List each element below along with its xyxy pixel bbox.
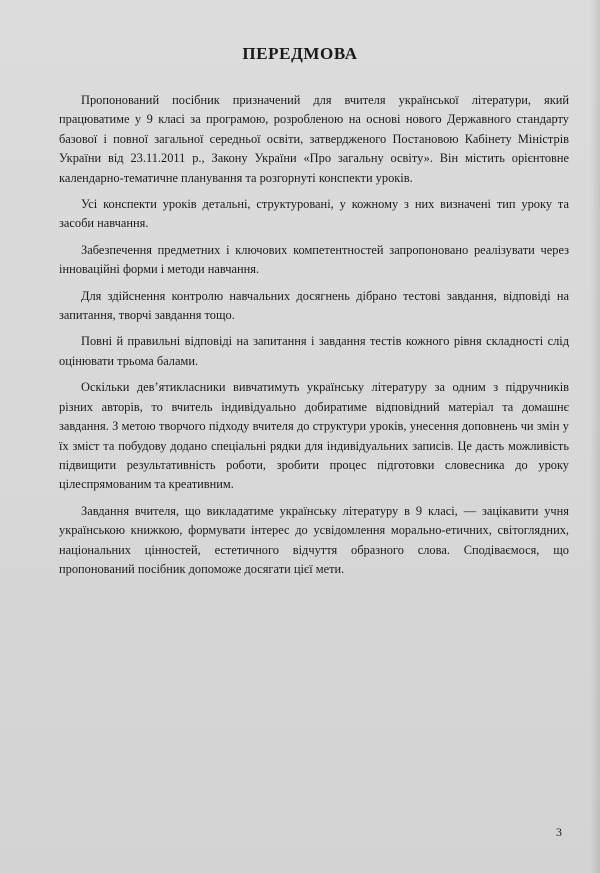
paragraph: Повні й правильні відповіді на запитання і завдання тестів кожного рівня складності слід оцінювати трьома балами. <box>59 334 569 368</box>
paragraph: Оскільки дев’ятикласники вивчатимуть українську літературу за одним з підручників різних авторів, то вчитель індивідуально добиратиме відповідний матеріал та домашнє завдання. З метою творчого підходу вчителя до структури уроків, унесення доповнень чи змін у їх зміст та побудову додано спеціальні рядки для індивідуальних записів. Це дасть можливість підвищити результативність роботи, зробити процес підготовки словесника до уроку цілеспрямованим та креативним. <box>59 380 569 492</box>
paragraph: Пропонований посібник призначений для вчителя української літератури, який працюватиме у 9 класі за програмою, розробленою на основі нового Державного стандарту базової і повної загальної середньої освіти, затвердженого Постановою Кабінету Міністрів України від 23.11.2011 р., Закону України «Про загальну освіту». Він містить орієнтовне календарно-тематичне планування та розгорнуті конспекти уроків. <box>59 93 569 185</box>
page-title: ПЕРЕДМОВА <box>242 44 358 63</box>
paragraph: Завдання вчителя, що викладатиме українську літературу в 9 класі, — зацікавити учня українською книжкою, формувати інтерес до усвідомлення морально-етичних, світоглядних, національних цінностей, естетичного відчуття образного слова. Сподіваємося, що пропонований посібник допоможе досягати цієї мети. <box>59 503 569 576</box>
page-number: 3 <box>556 825 562 839</box>
paragraph: Забезпечення предметних і ключових компетентностей запропоновано реалізувати через інноваційні форми і методи навчання. <box>59 242 569 277</box>
paragraph: Для здійснення контролю навчальних досягнень дібрано тестові завдання, відповіді на запитання, творчі завдання тощо. <box>59 288 569 323</box>
paragraph: Усі конспекти уроків детальні, структуровані, у кожному з них визначені тип уроку та засоби навчання. <box>59 197 569 231</box>
preface-body <box>59 91 569 586</box>
